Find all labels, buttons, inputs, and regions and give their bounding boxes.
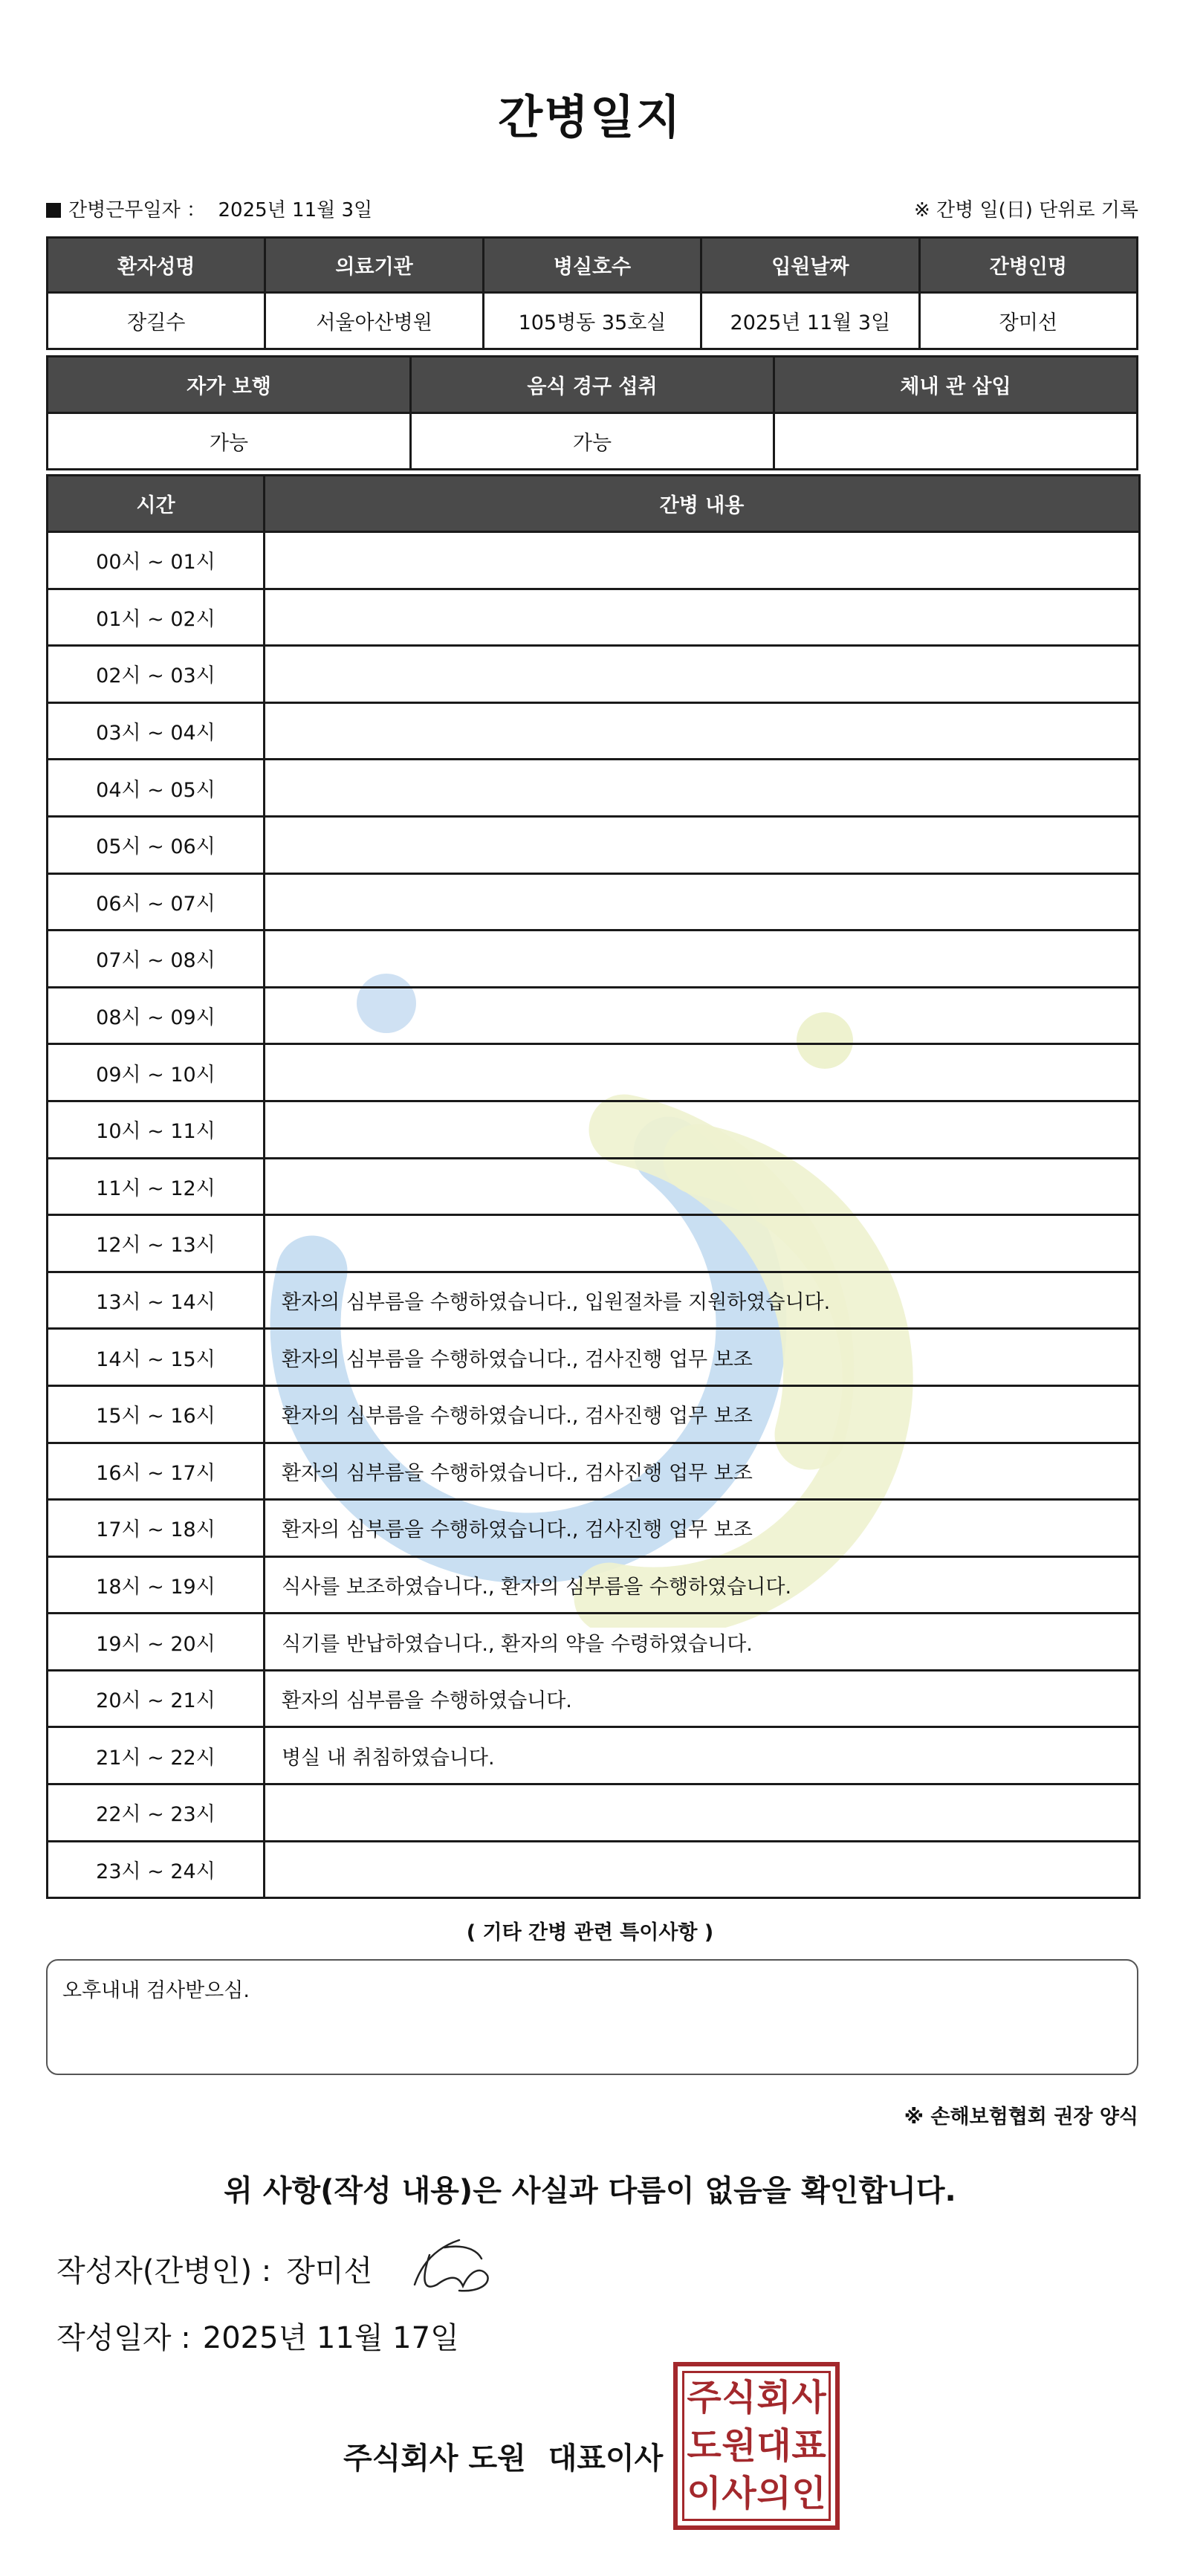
header-care-content: 간병 내용 bbox=[265, 476, 1140, 532]
seal-char: 의 bbox=[756, 2473, 791, 2515]
seal-char: 표 bbox=[791, 2424, 826, 2467]
time-slot: 01시 ~ 02시 bbox=[48, 589, 265, 646]
confirmation-statement: 위 사항(작성 내용)은 사실과 다름이 없음을 확인합니다. bbox=[224, 2174, 956, 2208]
time-slot: 21시 ~ 22시 bbox=[48, 1727, 265, 1784]
care-log-table bbox=[46, 474, 1141, 1899]
time-slot: 00시 ~ 01시 bbox=[48, 532, 265, 589]
header-hospital: 의료기관 bbox=[265, 238, 483, 293]
table-row bbox=[48, 873, 1140, 931]
table-row bbox=[48, 702, 1140, 760]
seal-char: 사 bbox=[791, 2377, 826, 2418]
care-note bbox=[265, 702, 1140, 760]
care-note: 환자의 심부름을 수행하였습니다., 검사진행 업무 보조 bbox=[265, 1500, 1140, 1557]
seal-char: 식 bbox=[722, 2377, 756, 2418]
table-row bbox=[48, 1614, 1140, 1671]
time-slot: 15시 ~ 16시 bbox=[48, 1385, 265, 1443]
table-row bbox=[48, 1385, 1140, 1443]
table-row bbox=[48, 816, 1140, 873]
patient-name: 장길수 bbox=[48, 293, 265, 349]
time-slot: 14시 ~ 15시 bbox=[48, 1329, 265, 1386]
time-slot: 19시 ~ 20시 bbox=[48, 1614, 265, 1671]
table-row bbox=[48, 1556, 1140, 1614]
seal-char: 주 bbox=[687, 2377, 722, 2418]
admission-date: 2025년 11월 3일 bbox=[701, 293, 919, 349]
tube-status bbox=[774, 413, 1138, 470]
care-note bbox=[265, 1215, 1140, 1272]
seal-char: 회 bbox=[756, 2377, 791, 2418]
table-row bbox=[48, 1272, 1140, 1329]
time-slot: 23시 ~ 24시 bbox=[48, 1841, 265, 1898]
work-date-label: 간병근무일자 ： bbox=[68, 199, 206, 221]
care-note bbox=[265, 1101, 1140, 1158]
time-slot: 18시 ~ 19시 bbox=[48, 1556, 265, 1614]
table-row bbox=[48, 646, 1140, 703]
seal-characters bbox=[687, 2374, 826, 2518]
table-row bbox=[48, 987, 1140, 1044]
table-row bbox=[48, 1044, 1140, 1101]
table-row bbox=[48, 1841, 1140, 1898]
care-note bbox=[265, 1044, 1140, 1101]
care-note bbox=[265, 931, 1140, 988]
recommend-note: ※ 손해보험협회 권장 양식 bbox=[904, 2106, 1138, 2129]
seal-char: 이 bbox=[687, 2473, 722, 2515]
caregiver-name: 장미선 bbox=[919, 293, 1137, 349]
care-note bbox=[265, 589, 1140, 646]
time-slot: 10시 ~ 11시 bbox=[48, 1101, 265, 1158]
table-row bbox=[48, 532, 1140, 589]
time-slot: 09시 ~ 10시 bbox=[48, 1044, 265, 1101]
table-row bbox=[48, 1215, 1140, 1272]
care-note: 환자의 심부름을 수행하였습니다., 검사진행 업무 보조 bbox=[265, 1443, 1140, 1500]
header-caregiver-name: 간병인명 bbox=[919, 238, 1137, 293]
meta-row bbox=[46, 195, 1138, 221]
patient-status-table bbox=[46, 355, 1138, 470]
header-walking: 자가 보행 bbox=[48, 357, 411, 413]
time-slot: 08시 ~ 09시 bbox=[48, 987, 265, 1044]
time-slot: 17시 ~ 18시 bbox=[48, 1500, 265, 1557]
remarks-box: 오후내내 검사받으심. bbox=[46, 1959, 1138, 2075]
time-slot: 04시 ~ 05시 bbox=[48, 760, 265, 817]
care-note bbox=[265, 532, 1140, 589]
time-slot: 11시 ~ 12시 bbox=[48, 1158, 265, 1215]
hospital: 서울아산병원 bbox=[265, 293, 483, 349]
write-date-value: 2025년 11월 17일 bbox=[202, 2321, 459, 2355]
time-slot: 20시 ~ 21시 bbox=[48, 1670, 265, 1727]
care-note: 식사를 보조하였습니다., 환자의 심부름을 수행하였습니다. bbox=[265, 1556, 1140, 1614]
seal-char: 사 bbox=[722, 2473, 756, 2515]
header-oral-intake: 음식 경구 섭취 bbox=[411, 357, 774, 413]
care-note bbox=[265, 1158, 1140, 1215]
writer-label: 작성자(간병인) : bbox=[56, 2254, 272, 2288]
care-note: 환자의 심부름을 수행하였습니다., 입원절차를 지원하였습니다. bbox=[265, 1272, 1140, 1329]
table-row bbox=[48, 1784, 1140, 1842]
writer-line bbox=[56, 2247, 372, 2290]
remarks-title: ( 기타 간병 관련 특이사항 ) bbox=[466, 1921, 714, 1944]
time-slot: 02시 ~ 03시 bbox=[48, 646, 265, 703]
write-date-line bbox=[56, 2314, 459, 2357]
care-note bbox=[265, 646, 1140, 703]
walking-status: 가능 bbox=[48, 413, 411, 470]
table-row bbox=[48, 1670, 1140, 1727]
writer-name: 장미선 bbox=[286, 2254, 373, 2288]
oral-intake-status: 가능 bbox=[411, 413, 774, 470]
time-slot: 05시 ~ 06시 bbox=[48, 816, 265, 873]
table-row bbox=[48, 760, 1140, 817]
ceo-title: 대표이사 bbox=[548, 2441, 664, 2476]
care-note bbox=[265, 760, 1140, 817]
header-room: 병실호수 bbox=[483, 238, 701, 293]
patient-info-table bbox=[46, 236, 1138, 350]
care-note bbox=[265, 1784, 1140, 1842]
header-patient-name: 환자성명 bbox=[48, 238, 265, 293]
time-slot: 13시 ~ 14시 bbox=[48, 1272, 265, 1329]
work-date bbox=[46, 195, 372, 222]
time-slot: 12시 ~ 13시 bbox=[48, 1215, 265, 1272]
table-row bbox=[48, 1101, 1140, 1158]
care-note bbox=[265, 1841, 1140, 1898]
care-note bbox=[265, 873, 1140, 931]
signature-icon bbox=[407, 2233, 496, 2300]
table-row bbox=[48, 1500, 1140, 1557]
seal-char: 원 bbox=[722, 2424, 756, 2467]
table-row bbox=[48, 1158, 1140, 1215]
table-row bbox=[48, 1329, 1140, 1386]
care-note: 환자의 심부름을 수행하였습니다. bbox=[265, 1670, 1140, 1727]
table-row bbox=[48, 931, 1140, 988]
header-admission-date: 입원날짜 bbox=[701, 238, 919, 293]
header-time: 시간 bbox=[48, 476, 265, 532]
care-note: 환자의 심부름을 수행하였습니다., 검사진행 업무 보조 bbox=[265, 1385, 1140, 1443]
table-row bbox=[48, 1727, 1140, 1784]
seal-char: 인 bbox=[791, 2473, 826, 2515]
page-title: 간병일지 bbox=[498, 90, 682, 144]
care-note bbox=[265, 816, 1140, 873]
company-seal bbox=[673, 2362, 840, 2530]
care-log-body bbox=[48, 532, 1140, 1898]
time-slot: 03시 ~ 04시 bbox=[48, 702, 265, 760]
company-line bbox=[343, 2435, 663, 2477]
header-tube: 체내 관 삽입 bbox=[774, 357, 1138, 413]
record-note: ※ 간병 일(日) 단위로 기록 bbox=[913, 199, 1138, 221]
company-name: 주식회사 도원 bbox=[343, 2441, 526, 2476]
write-date-label: 작성일자 : bbox=[56, 2321, 191, 2355]
room: 105병동 35호실 bbox=[483, 293, 701, 349]
time-slot: 16시 ~ 17시 bbox=[48, 1443, 265, 1500]
work-date-value: 2025년 11월 3일 bbox=[218, 199, 373, 221]
care-note bbox=[265, 987, 1140, 1044]
care-note: 병실 내 취침하였습니다. bbox=[265, 1727, 1140, 1784]
time-slot: 06시 ~ 07시 bbox=[48, 873, 265, 931]
seal-char: 대 bbox=[756, 2424, 791, 2467]
table-row bbox=[48, 589, 1140, 646]
square-bullet-icon bbox=[46, 203, 61, 218]
care-note: 환자의 심부름을 수행하였습니다., 검사진행 업무 보조 bbox=[265, 1329, 1140, 1386]
time-slot: 07시 ~ 08시 bbox=[48, 931, 265, 988]
time-slot: 22시 ~ 23시 bbox=[48, 1784, 265, 1842]
table-row bbox=[48, 1443, 1140, 1500]
seal-char: 도 bbox=[687, 2424, 722, 2467]
care-note: 식기를 반납하였습니다., 환자의 약을 수령하였습니다. bbox=[265, 1614, 1140, 1671]
